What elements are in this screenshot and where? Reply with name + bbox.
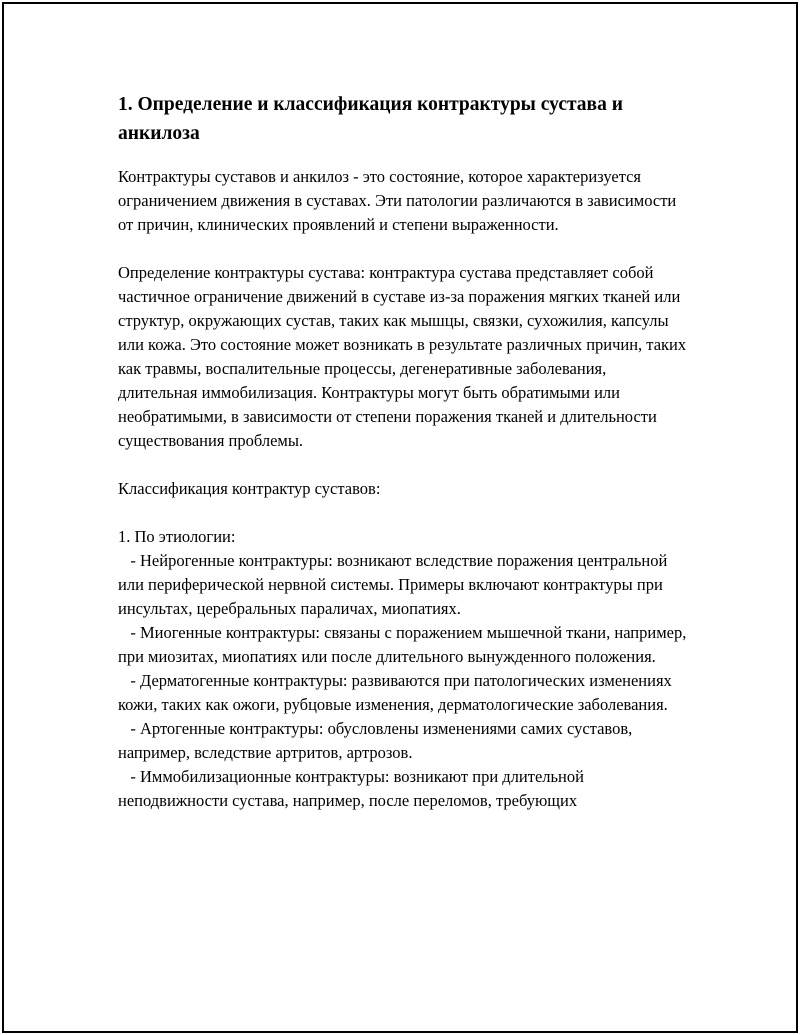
list-item-myogenic: - Миогенные контрактуры: связаны с поражением мышечной ткани, например, при миозитах, миопатиях или после длительного вынужденного положения. (118, 623, 691, 666)
document-body (118, 90, 691, 813)
intro-paragraph: Контрактуры суставов и анкилоз - это состояние, которое характеризуется ограничением движения в суставах. Эти патологии различаются в зависимости от причин, клинических проявлений и степени выраженности. (118, 167, 681, 234)
list-item-immobilization: - Иммобилизационные контрактуры: возникают при длительной неподвижности сустава, например, после переломов, требующих (118, 767, 589, 810)
paragraph-gap (118, 501, 688, 525)
list-item-arthrogenic: - Артогенные контрактуры: обусловлены изменениями самих суставов, например, вследствие артритов, артрозов. (118, 719, 637, 762)
etiology-title: 1. По этиологии: (118, 527, 236, 546)
list-item-neurogenic: - Нейрогенные контрактуры: возникают вследствие поражения центральной или периферической нервной системы. Примеры включают контрактуры при инсультах, церебральных параличах, миопатиях. (118, 551, 672, 618)
paragraph-gap (118, 237, 688, 261)
section-heading: 1. Определение и классификация контрактуры сустава и анкилоза (118, 94, 623, 144)
classification-title: Классификация контрактур суставов: (118, 479, 381, 498)
list-item-dermatogenic: - Дерматогенные контрактуры: развиваются при патологических изменениях кожи, таких как ожоги, рубцовые изменения, дерматологические заболевания. (118, 671, 676, 714)
paragraph-gap (118, 453, 688, 477)
definition-paragraph: Определение контрактуры сустава: контрактура сустава представляет собой частичное ограничение движений в суставе из-за поражения мягких тканей или структур, окружающих сустав, таких как мышцы, связки, сухожилия, капсулы или кожа. Это состояние может возникать в результате различных причин, таких как травмы, воспалительные процессы, дегенеративные заболевания, длительная иммобилизация. Контрактуры могут быть обратимыми или необратимыми, в зависимости от степени поражения тканей и длительности существования проблемы. (118, 263, 691, 450)
